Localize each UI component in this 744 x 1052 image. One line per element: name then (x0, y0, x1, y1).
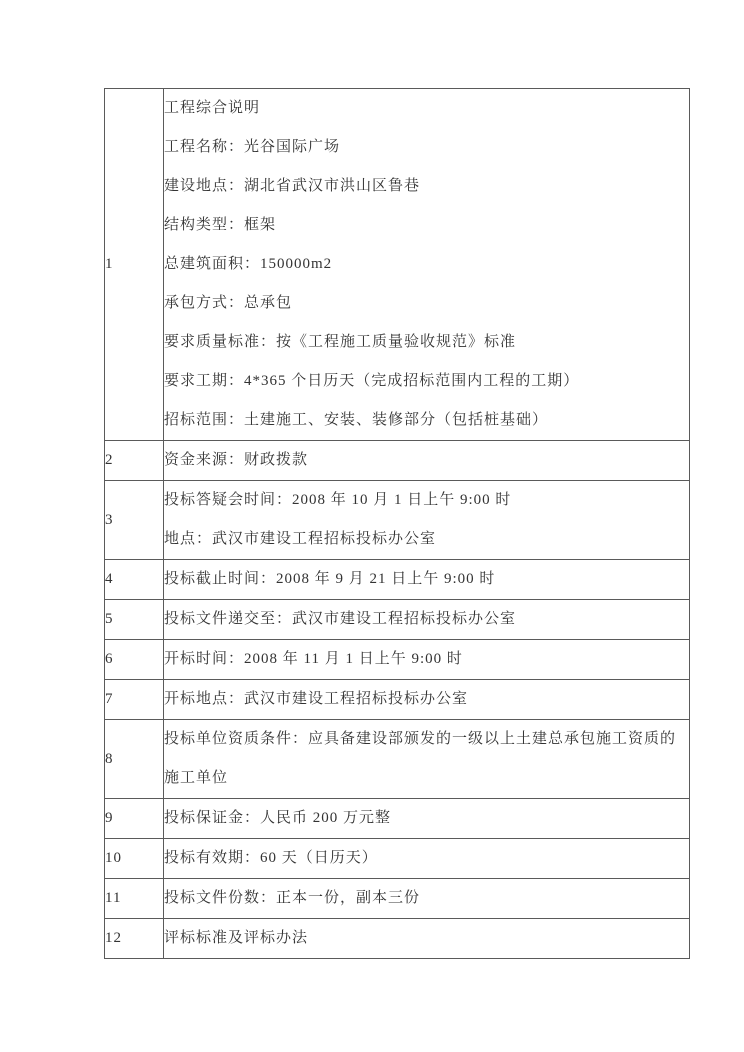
row-content (164, 879, 690, 919)
content-line: 总建筑面积：150000m2 (164, 256, 333, 272)
content-line: 投标有效期：60 天（日历天） (164, 850, 378, 866)
row-content (164, 720, 690, 799)
row-content (164, 481, 690, 560)
content-line: 结构类型：框架 (164, 217, 277, 233)
table-row (105, 879, 690, 919)
row-number: 6 (105, 640, 164, 680)
content-line: 投标答疑会时间：2008 年 10 月 1 日上午 9:00 时 (164, 492, 512, 508)
row-content (164, 839, 690, 879)
row-content (164, 600, 690, 640)
row-number: 3 (105, 481, 164, 560)
row-number: 7 (105, 680, 164, 720)
content-line: 投标单位资质条件：应具备建设部颁发的一级以上土建总承包施工资质的施工单位 (164, 731, 677, 786)
content-line: 评标标准及评标办法 (164, 930, 309, 946)
table-row (105, 481, 690, 560)
bid-info-table (104, 88, 690, 959)
content-line: 开标地点：武汉市建设工程招标投标办公室 (164, 691, 469, 707)
content-line: 工程名称：光谷国际广场 (164, 139, 341, 155)
bid-info-table-body (105, 89, 690, 959)
row-number: 2 (105, 441, 164, 481)
content-line: 投标文件递交至：武汉市建设工程招标投标办公室 (164, 611, 517, 627)
row-number: 1 (105, 89, 164, 441)
content-line: 资金来源：财政拨款 (164, 452, 309, 468)
row-content (164, 89, 690, 441)
table-row (105, 680, 690, 720)
content-line: 要求工期：4*365 个日历天（完成招标范围内工程的工期） (164, 373, 580, 389)
row-number: 8 (105, 720, 164, 799)
table-row (105, 720, 690, 799)
row-number: 11 (105, 879, 164, 919)
row-content (164, 680, 690, 720)
content-line: 承包方式：总承包 (164, 295, 293, 311)
content-line: 建设地点：湖北省武汉市洪山区鲁巷 (164, 178, 421, 194)
table-row (105, 89, 690, 441)
row-content (164, 919, 690, 959)
content-line: 投标文件份数：正本一份，副本三份 (164, 890, 421, 906)
table-row (105, 799, 690, 839)
content-line: 投标截止时间：2008 年 9 月 21 日上午 9:00 时 (164, 571, 496, 587)
row-number: 9 (105, 799, 164, 839)
content-line: 要求质量标准：按《工程施工质量验收规范》标准 (164, 334, 517, 350)
content-line: 招标范围：土建施工、安装、装修部分（包括桩基础） (164, 412, 549, 428)
row-number: 10 (105, 839, 164, 879)
table-row (105, 919, 690, 959)
content-line: 开标时间：2008 年 11 月 1 日上午 9:00 时 (164, 651, 463, 667)
table-row (105, 560, 690, 600)
row-number: 5 (105, 600, 164, 640)
row-content (164, 441, 690, 481)
row-content (164, 799, 690, 839)
table-row (105, 441, 690, 481)
row-number: 4 (105, 560, 164, 600)
content-line: 地点：武汉市建设工程招标投标办公室 (164, 531, 437, 547)
table-row (105, 600, 690, 640)
content-line: 工程综合说明 (164, 100, 261, 116)
row-content (164, 640, 690, 680)
row-number: 12 (105, 919, 164, 959)
row-content (164, 560, 690, 600)
table-row (105, 839, 690, 879)
content-line: 投标保证金：人民币 200 万元整 (164, 810, 392, 826)
table-row (105, 640, 690, 680)
